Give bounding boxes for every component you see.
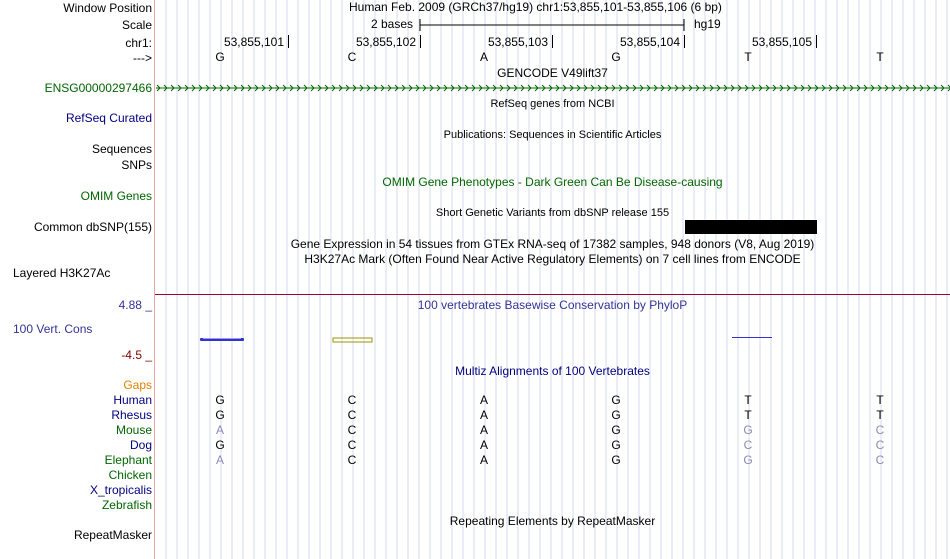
multiz-track-title: Multiz Alignments of 100 Vertebrates (455, 364, 650, 378)
ruler-position: 53,855,105 (751, 35, 812, 49)
species-label[interactable]: Rhesus (111, 408, 152, 422)
label-column-divider (154, 0, 155, 559)
gencode-gene-feature[interactable] (156, 82, 950, 94)
refseq-label[interactable]: RefSeq Curated (65, 111, 152, 125)
alignment-base: T (876, 408, 884, 422)
alignment-base: C (875, 438, 885, 452)
assembly-label: hg19 (694, 17, 721, 31)
ruler-position: 53,855,102 (355, 35, 416, 49)
phylop-track-title: 100 vertebrates Basewise Conservation by PhyloP (417, 298, 688, 312)
alignment-base: A (479, 453, 488, 467)
alignment-base: A (215, 453, 224, 467)
alignment-base: G (215, 393, 225, 407)
phylop-min-value: -4.5 _ (121, 348, 152, 362)
phylop-label[interactable]: 100 Vert. Cons (13, 322, 93, 336)
alignment-base: G (215, 408, 225, 422)
gtex-track-title: Gene Expression in 54 tissues from GTEx RNA-seq of 17382 samples, 948 donors (V8, Aug 2019) (290, 237, 815, 251)
dbsnp-label[interactable]: Common dbSNP(155) (33, 220, 152, 234)
species-label[interactable]: X_tropicalis (89, 483, 152, 497)
alignment-base: C (875, 453, 885, 467)
reference-base: C (347, 50, 357, 64)
reference-base: G (611, 50, 621, 64)
window-position-label: Window Position (63, 1, 152, 15)
alignment-base: A (479, 438, 488, 452)
alignment-base: T (744, 408, 752, 422)
phylop-signal (155, 334, 950, 346)
sequences-label[interactable]: Sequences (91, 142, 152, 156)
reference-base: G (215, 50, 225, 64)
alignment-base: C (347, 393, 357, 407)
dbsnp-variant-feature[interactable] (685, 220, 817, 234)
phylop-max-value: 4.88 _ (118, 298, 152, 312)
reference-base: T (876, 50, 884, 64)
omim-track-title: OMIM Gene Phenotypes - Dark Green Can Be Disease-causing (382, 175, 723, 189)
ruler-tick (552, 35, 553, 48)
alignment-base: A (479, 393, 488, 407)
ruler-position: 53,855,104 (619, 35, 680, 49)
ruler-tick (420, 35, 421, 48)
dbsnp-track-title: Short Genetic Variants from dbSNP release 155 (435, 207, 670, 219)
gencode-gene-label[interactable]: ENSG00000297466 (44, 81, 152, 95)
alignment-base: T (744, 393, 752, 407)
species-label[interactable]: Human (113, 393, 152, 407)
alignment-base: T (876, 393, 884, 407)
alignment-base: G (611, 423, 621, 437)
window-position-text[interactable]: Human Feb. 2009 (GRCh37/hg19) chr1:53,855,101-53,855,106 (6 bp) (349, 0, 722, 14)
snps-label[interactable]: SNPs (121, 158, 152, 172)
alignment-base: C (347, 453, 357, 467)
chrom-label: chr1: (125, 36, 152, 50)
species-label[interactable]: Mouse (115, 423, 152, 437)
ruler-position: 53,855,101 (223, 35, 284, 49)
gaps-label[interactable]: Gaps (123, 378, 152, 392)
alignment-base: C (743, 438, 753, 452)
alignment-base: G (743, 453, 753, 467)
alignment-base: G (611, 393, 621, 407)
alignment-base: A (479, 423, 488, 437)
alignment-base: C (347, 408, 357, 422)
reference-base: T (744, 50, 752, 64)
refseq-track-title: RefSeq genes from NCBI (490, 98, 615, 110)
h3k27ac-label[interactable]: Layered H3K27Ac (13, 266, 111, 280)
alignment-base: A (215, 423, 224, 437)
repeatmasker-track-title: Repeating Elements by RepeatMasker (449, 514, 656, 528)
strand-label: ---> (133, 51, 152, 65)
alignment-base: G (743, 423, 753, 437)
species-label[interactable]: Dog (129, 438, 152, 452)
gencode-track-title: GENCODE V49lift37 (497, 66, 608, 80)
ruler-tick (816, 35, 817, 48)
alignment-base: G (215, 438, 225, 452)
omim-label[interactable]: OMIM Genes (80, 189, 152, 203)
alignment-base: C (875, 423, 885, 437)
reference-base: A (479, 50, 488, 64)
alignment-base: G (611, 408, 621, 422)
ruler-position: 53,855,103 (487, 35, 548, 49)
species-label[interactable]: Chicken (108, 468, 152, 482)
scale-bar (419, 17, 687, 33)
ruler-tick (684, 35, 685, 48)
alignment-base: A (479, 408, 488, 422)
alignment-base: C (347, 438, 357, 452)
h3k27ac-signal-line (155, 294, 950, 295)
ruler-tick (288, 35, 289, 48)
publications-track-title: Publications: Sequences in Scientific Articles (443, 129, 662, 141)
alignment-base: G (611, 453, 621, 467)
alignment-base: G (611, 438, 621, 452)
scale-label: Scale (121, 18, 152, 32)
species-label[interactable]: Elephant (104, 453, 152, 467)
alignment-base: C (347, 423, 357, 437)
species-label[interactable]: Zebrafish (101, 498, 152, 512)
repeatmasker-label[interactable]: RepeatMasker (73, 528, 152, 542)
h3k27ac-track-title: H3K27Ac Mark (Often Found Near Active Regulatory Elements) on 7 cell lines from ENCODE (304, 252, 801, 266)
scale-text: 2 bases (371, 17, 414, 31)
